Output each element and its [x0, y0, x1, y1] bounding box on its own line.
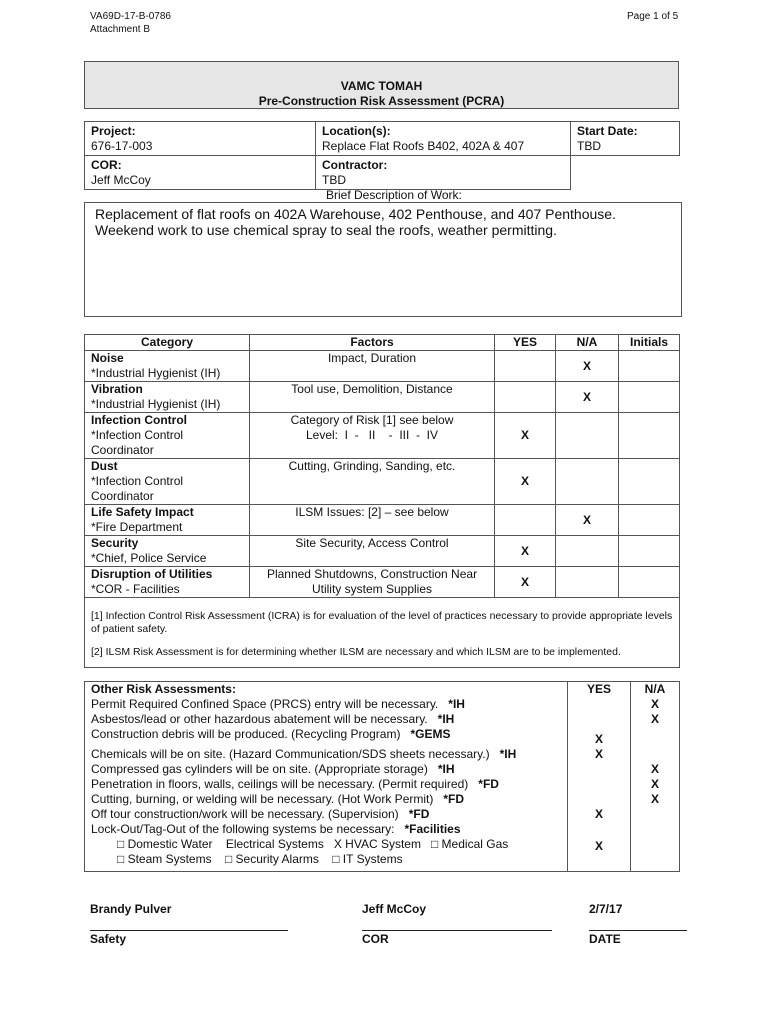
start-date-value: TBD [577, 139, 601, 153]
na-cell: X [650, 777, 659, 791]
safety-role-label: Safety [90, 932, 127, 946]
document-id: VA69D-17-B-0786 [90, 11, 171, 22]
location-label: Location(s): [322, 124, 391, 138]
category-contact: *Industrial Hygienist (IH) [91, 366, 221, 380]
risk-owner: *GEMS [410, 727, 451, 741]
category-name: Dust [91, 459, 118, 473]
category-name: Vibration [91, 382, 143, 396]
category-name: Security [91, 536, 139, 550]
yes-cell: X [495, 536, 556, 567]
yes-cell: X [568, 807, 631, 822]
risk-owner: *IH [437, 762, 455, 776]
icra-footnote: [1] Infection Control Risk Assessment (ICRA) is for evaluation of the level of practices necessary to provide appropriate levels of patient safety. [91, 610, 673, 635]
brief-description-label: Brief Description of Work: [326, 188, 462, 202]
contractor-label: Contractor: [322, 158, 388, 172]
risk-category-table [84, 334, 680, 668]
project-label: Project: [91, 124, 136, 138]
lockout-owner: *Facilities [404, 822, 461, 836]
table-row [85, 727, 680, 747]
na-cell [556, 413, 619, 459]
table-row [85, 382, 680, 413]
yes-cell: X [495, 459, 556, 505]
other-risk-table [84, 681, 680, 872]
factor-text: Impact, Duration [250, 351, 495, 382]
yes-cell [568, 777, 631, 792]
signature-date: 2/7/17 [589, 902, 623, 916]
cor-signature-line [362, 930, 552, 931]
category-name: Noise [91, 351, 124, 365]
yes-cell [568, 792, 631, 807]
na-cell: X [556, 382, 619, 413]
yes-cell [568, 712, 631, 727]
safety-signer-name: Brandy Pulver [90, 902, 172, 916]
table-row [85, 697, 680, 712]
factor-text: Site Security, Access Control [250, 536, 495, 567]
lockout-systems-row1: □ Domestic Water Electrical Systems X HVAC System □ Medical Gas [117, 837, 509, 851]
cor-label: COR: [91, 158, 122, 172]
category-contact: *COR - Facilities [91, 582, 180, 596]
yes-cell [568, 697, 631, 712]
attachment-label: Attachment B [90, 24, 151, 35]
form-title: Pre-Construction Risk Assessment (PCRA) [258, 94, 505, 108]
initials-cell [619, 382, 680, 413]
yes-cell: X [568, 822, 631, 872]
date-signature-line [589, 930, 687, 931]
risk-owner: *FD [478, 777, 499, 791]
initials-cell [619, 459, 680, 505]
risk-owner: *IH [499, 747, 517, 761]
category-contact: *Infection Control Coordinator [91, 428, 184, 457]
category-contact: *Industrial Hygienist (IH) [91, 397, 221, 411]
initials-cell [619, 567, 680, 598]
risk-owner: *FD [443, 792, 465, 806]
category-contact: *Infection Control Coordinator [91, 474, 184, 503]
safety-signature-line [90, 930, 288, 931]
initials-cell [619, 505, 680, 536]
table-row [85, 536, 680, 567]
table-row [85, 505, 680, 536]
table-row [85, 459, 680, 505]
na-cell: X [650, 697, 659, 711]
na-cell [631, 822, 680, 872]
work-description: Replacement of flat roofs on 402A Warehouse, 402 Penthouse, and 407 Penthouse. Weekend work to use chemical spray to seal the roofs, weather permitting. [95, 206, 616, 238]
description-box [84, 202, 682, 317]
risk-text: Off tour construction/work will be necessary. (Supervision) [91, 807, 399, 821]
factor-text: Cutting, Grinding, Sanding, etc. [250, 459, 495, 505]
na-cell [556, 459, 619, 505]
risk-level-text: Level: I - II - III - IV [305, 428, 439, 442]
yes-cell: X [568, 727, 631, 747]
table-row [85, 567, 680, 598]
project-info-table [84, 121, 680, 190]
other-na-header: N/A [644, 682, 666, 696]
risk-text: Penetration in floors, walls, ceilings will be necessary. (Permit required) [91, 777, 469, 791]
na-cell: X [556, 505, 619, 536]
na-cell: X [650, 762, 659, 776]
na-cell [556, 536, 619, 567]
factor-text: ILSM Issues: [2] – see below [250, 505, 495, 536]
table-row [85, 777, 680, 792]
category-header: Category [85, 335, 250, 351]
table-row [85, 822, 680, 872]
table-row [85, 413, 680, 459]
page-number: Page 1 of 5 [627, 11, 679, 22]
factor-text: Planned Shutdowns, Construction Near Utility system Supplies [250, 567, 495, 598]
risk-owner: *IH [437, 712, 455, 726]
yes-cell: X [495, 567, 556, 598]
risk-owner: *FD [408, 807, 430, 821]
initials-cell [619, 413, 680, 459]
yes-cell [495, 505, 556, 536]
risk-text: Permit Required Confined Space (PRCS) entry will be necessary. [91, 697, 439, 711]
contractor-value: TBD [322, 173, 346, 187]
ilsm-footnote: [2] ILSM Risk Assessment is for determining whether ILSM are necessary and which ILSM are to be implemented. [91, 646, 621, 658]
factor-text: Category of Risk [1] see below [290, 413, 454, 427]
cor-role-label: COR [362, 932, 389, 946]
na-cell: X [556, 351, 619, 382]
yes-header: YES [495, 335, 556, 351]
na-cell [556, 567, 619, 598]
na-cell [631, 727, 680, 747]
date-label: DATE [589, 932, 621, 946]
table-row [85, 351, 680, 382]
risk-text: Compressed gas cylinders will be on site. (Appropriate storage) [91, 762, 428, 776]
table-row [85, 792, 680, 807]
factors-header: Factors [250, 335, 495, 351]
yes-cell: X [495, 413, 556, 459]
initials-cell [619, 536, 680, 567]
factor-text: Tool use, Demolition, Distance [250, 382, 495, 413]
risk-text: Cutting, burning, or welding will be necessary. (Hot Work Permit) [91, 792, 434, 806]
category-contact: *Chief, Police Service [91, 551, 207, 565]
na-cell [631, 747, 680, 762]
category-contact: *Fire Department [91, 520, 183, 534]
na-header: N/A [556, 335, 619, 351]
project-value: 676-17-003 [91, 139, 153, 153]
yes-cell [568, 762, 631, 777]
title-box [84, 61, 679, 109]
facility-title: VAMC TOMAH [340, 79, 423, 93]
na-cell: X [650, 792, 659, 806]
table-row [85, 762, 680, 777]
initials-cell [619, 351, 680, 382]
cor-value: Jeff McCoy [91, 173, 151, 187]
category-name: Infection Control [91, 413, 187, 427]
category-name: Life Safety Impact [91, 505, 194, 519]
risk-text: Chemicals will be on site. (Hazard Communication/SDS sheets necessary.) [91, 747, 490, 761]
other-risk-header: Other Risk Assessments: [85, 682, 568, 698]
risk-owner: *IH [448, 697, 465, 711]
table-row [85, 807, 680, 822]
lockout-text: Lock-Out/Tag-Out of the following systems be necessary: [91, 822, 395, 836]
table-row [85, 712, 680, 727]
risk-text: Construction debris will be produced. (Recycling Program) [91, 727, 401, 741]
na-cell [631, 807, 680, 822]
initials-header: Initials [619, 335, 680, 351]
start-date-label: Start Date: [577, 124, 638, 138]
yes-cell [495, 382, 556, 413]
cor-signer-name: Jeff McCoy [362, 902, 427, 916]
location-value: Replace Flat Roofs B402, 402A & 407 [322, 139, 525, 153]
category-name: Disruption of Utilities [91, 567, 213, 581]
lockout-systems-row2: □ Steam Systems □ Security Alarms □ IT Systems [117, 852, 403, 866]
risk-text: Asbestos/lead or other hazardous abatement will be necessary. [91, 712, 428, 726]
yes-cell [495, 351, 556, 382]
table-row [85, 747, 680, 762]
yes-cell: X [568, 747, 631, 762]
na-cell: X [650, 712, 659, 726]
other-yes-header: YES [568, 682, 631, 698]
